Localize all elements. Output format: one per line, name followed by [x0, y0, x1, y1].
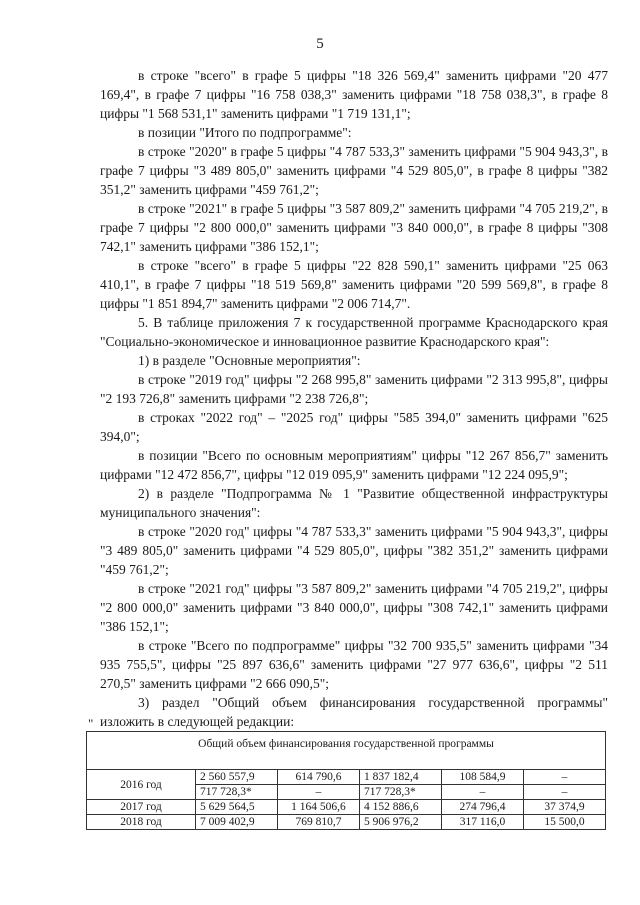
document-body [100, 66, 608, 731]
table-cell: 7 009 402,9 [195, 815, 277, 830]
paragraph: в строке "2020" в графе 5 цифры "4 787 533,3" заменить цифрами "5 904 943,3", в графе 7 цифры "3 489 805,0" заменить цифрами "4 529 805,0", в графе 8 цифры "382 351,2" заменить цифрами "459 761,2"; [100, 144, 608, 197]
paragraph: в строке "2020 год" цифры "4 787 533,3" заменить цифрами "5 904 943,3", цифры "3 489 805,0" заменить цифрами "4 529 805,0", цифры "382 351,2" заменить цифрами "459 761,2"; [100, 524, 608, 577]
table-cell: 317 116,0 [441, 815, 523, 830]
table-cell: 717 728,3* [359, 785, 441, 800]
page-number: 5 [316, 36, 324, 52]
paragraph: в позиции "Всего по основным мероприятиям" цифры "12 267 856,7" заменить цифрами "12 472 856,7", цифры "12 019 095,9" заменить цифрами "12 224 095,9"; [100, 448, 608, 482]
paragraph: в строке "всего" в графе 5 цифры "18 326 569,4" заменить цифрами "20 477 169,4", в графе 7 цифры "16 758 038,3" заменить цифрами "18 758 038,3", в графе 8 цифры "1 568 531,1" заменить цифрами "1 719 131,1"; [100, 68, 608, 121]
quote-mark: " [88, 716, 94, 731]
paragraph: 1) в разделе "Основные мероприятия": [138, 353, 361, 368]
paragraph: 3) раздел "Общий объем финансирования государственной программы" изложить в следующей редакции: [100, 695, 608, 729]
table-row [87, 815, 606, 830]
financing-table [86, 731, 606, 830]
table-cell: 1 164 506,6 [277, 800, 359, 815]
paragraph: 2) в разделе "Подпрограмма № 1 "Развитие общественной инфраструктуры муниципального значения": [100, 486, 608, 520]
table-cell: 15 500,0 [523, 815, 605, 830]
table-row [87, 770, 606, 785]
table-cell: 717 728,3* [195, 785, 277, 800]
table-cell: – [523, 785, 605, 800]
table-cell: 4 152 886,6 [359, 800, 441, 815]
table-row [87, 800, 606, 815]
table-cell-year: 2018 год [87, 815, 196, 830]
table-cell: – [277, 785, 359, 800]
paragraph: в строке "2021" в графе 5 цифры "3 587 809,2" заменить цифрами "4 705 219,2", в графе 7 цифры "2 800 000,0" заменить цифрами "3 840 000,0", в графе 8 цифры "308 742,1" заменить цифрами "386 152,1"; [100, 201, 608, 254]
table-cell: 5 629 564,5 [195, 800, 277, 815]
paragraph: в позиции "Итого по подпрограмме": [138, 125, 352, 140]
table-cell-year: 2017 год [87, 800, 196, 815]
paragraph: в строке "всего" в графе 5 цифры "22 828 590,1" заменить цифрами "25 063 410,1", в графе 7 цифры "18 519 569,8" заменить цифрами "20 599 569,8", в графе 8 цифры "1 851 894,7" заменить цифрами "2 006 714,7". [100, 258, 608, 311]
table-cell-year: 2016 год [87, 770, 196, 800]
table-cell: 5 906 976,2 [359, 815, 441, 830]
paragraph: в строках "2022 год" – "2025 год" цифры "585 394,0" заменить цифрами "625 394,0"; [100, 410, 608, 444]
paragraph: в строке "2021 год" цифры "3 587 809,2" заменить цифрами "4 705 219,2", цифры "2 800 000,0" заменить цифрами "3 840 000,0", цифры "308 742,1" заменить цифрами "386 152,1"; [100, 581, 608, 634]
paragraph: 5. В таблице приложения 7 к государственной программе Краснодарского края "Социально-экономическое и инновационное развитие Краснодарского края": [100, 315, 608, 349]
table-header: Общий объем финансирования государственной программы [87, 732, 606, 770]
table-cell: 769 810,7 [277, 815, 359, 830]
table-cell: 108 584,9 [441, 770, 523, 785]
table-cell: 614 790,6 [277, 770, 359, 785]
table-cell: 37 374,9 [523, 800, 605, 815]
table-cell: 274 796,4 [441, 800, 523, 815]
table-cell: 1 837 182,4 [359, 770, 441, 785]
table-cell: – [441, 785, 523, 800]
table-header-row [87, 732, 606, 770]
paragraph: в строке "2019 год" цифры "2 268 995,8" заменить цифрами "2 313 995,8", цифры "2 193 726,8" заменить цифрами "2 238 726,8"; [100, 372, 608, 406]
paragraph: в строке "Всего по подпрограмме" цифры "32 700 935,5" заменить цифрами "34 935 755,5", цифры "25 897 636,6" заменить цифрами "27 977 636,6", цифры "2 511 270,5" заменить цифрами "2 666 090,5"; [100, 638, 608, 691]
table-cell: 2 560 557,9 [195, 770, 277, 785]
table-cell: – [523, 770, 605, 785]
